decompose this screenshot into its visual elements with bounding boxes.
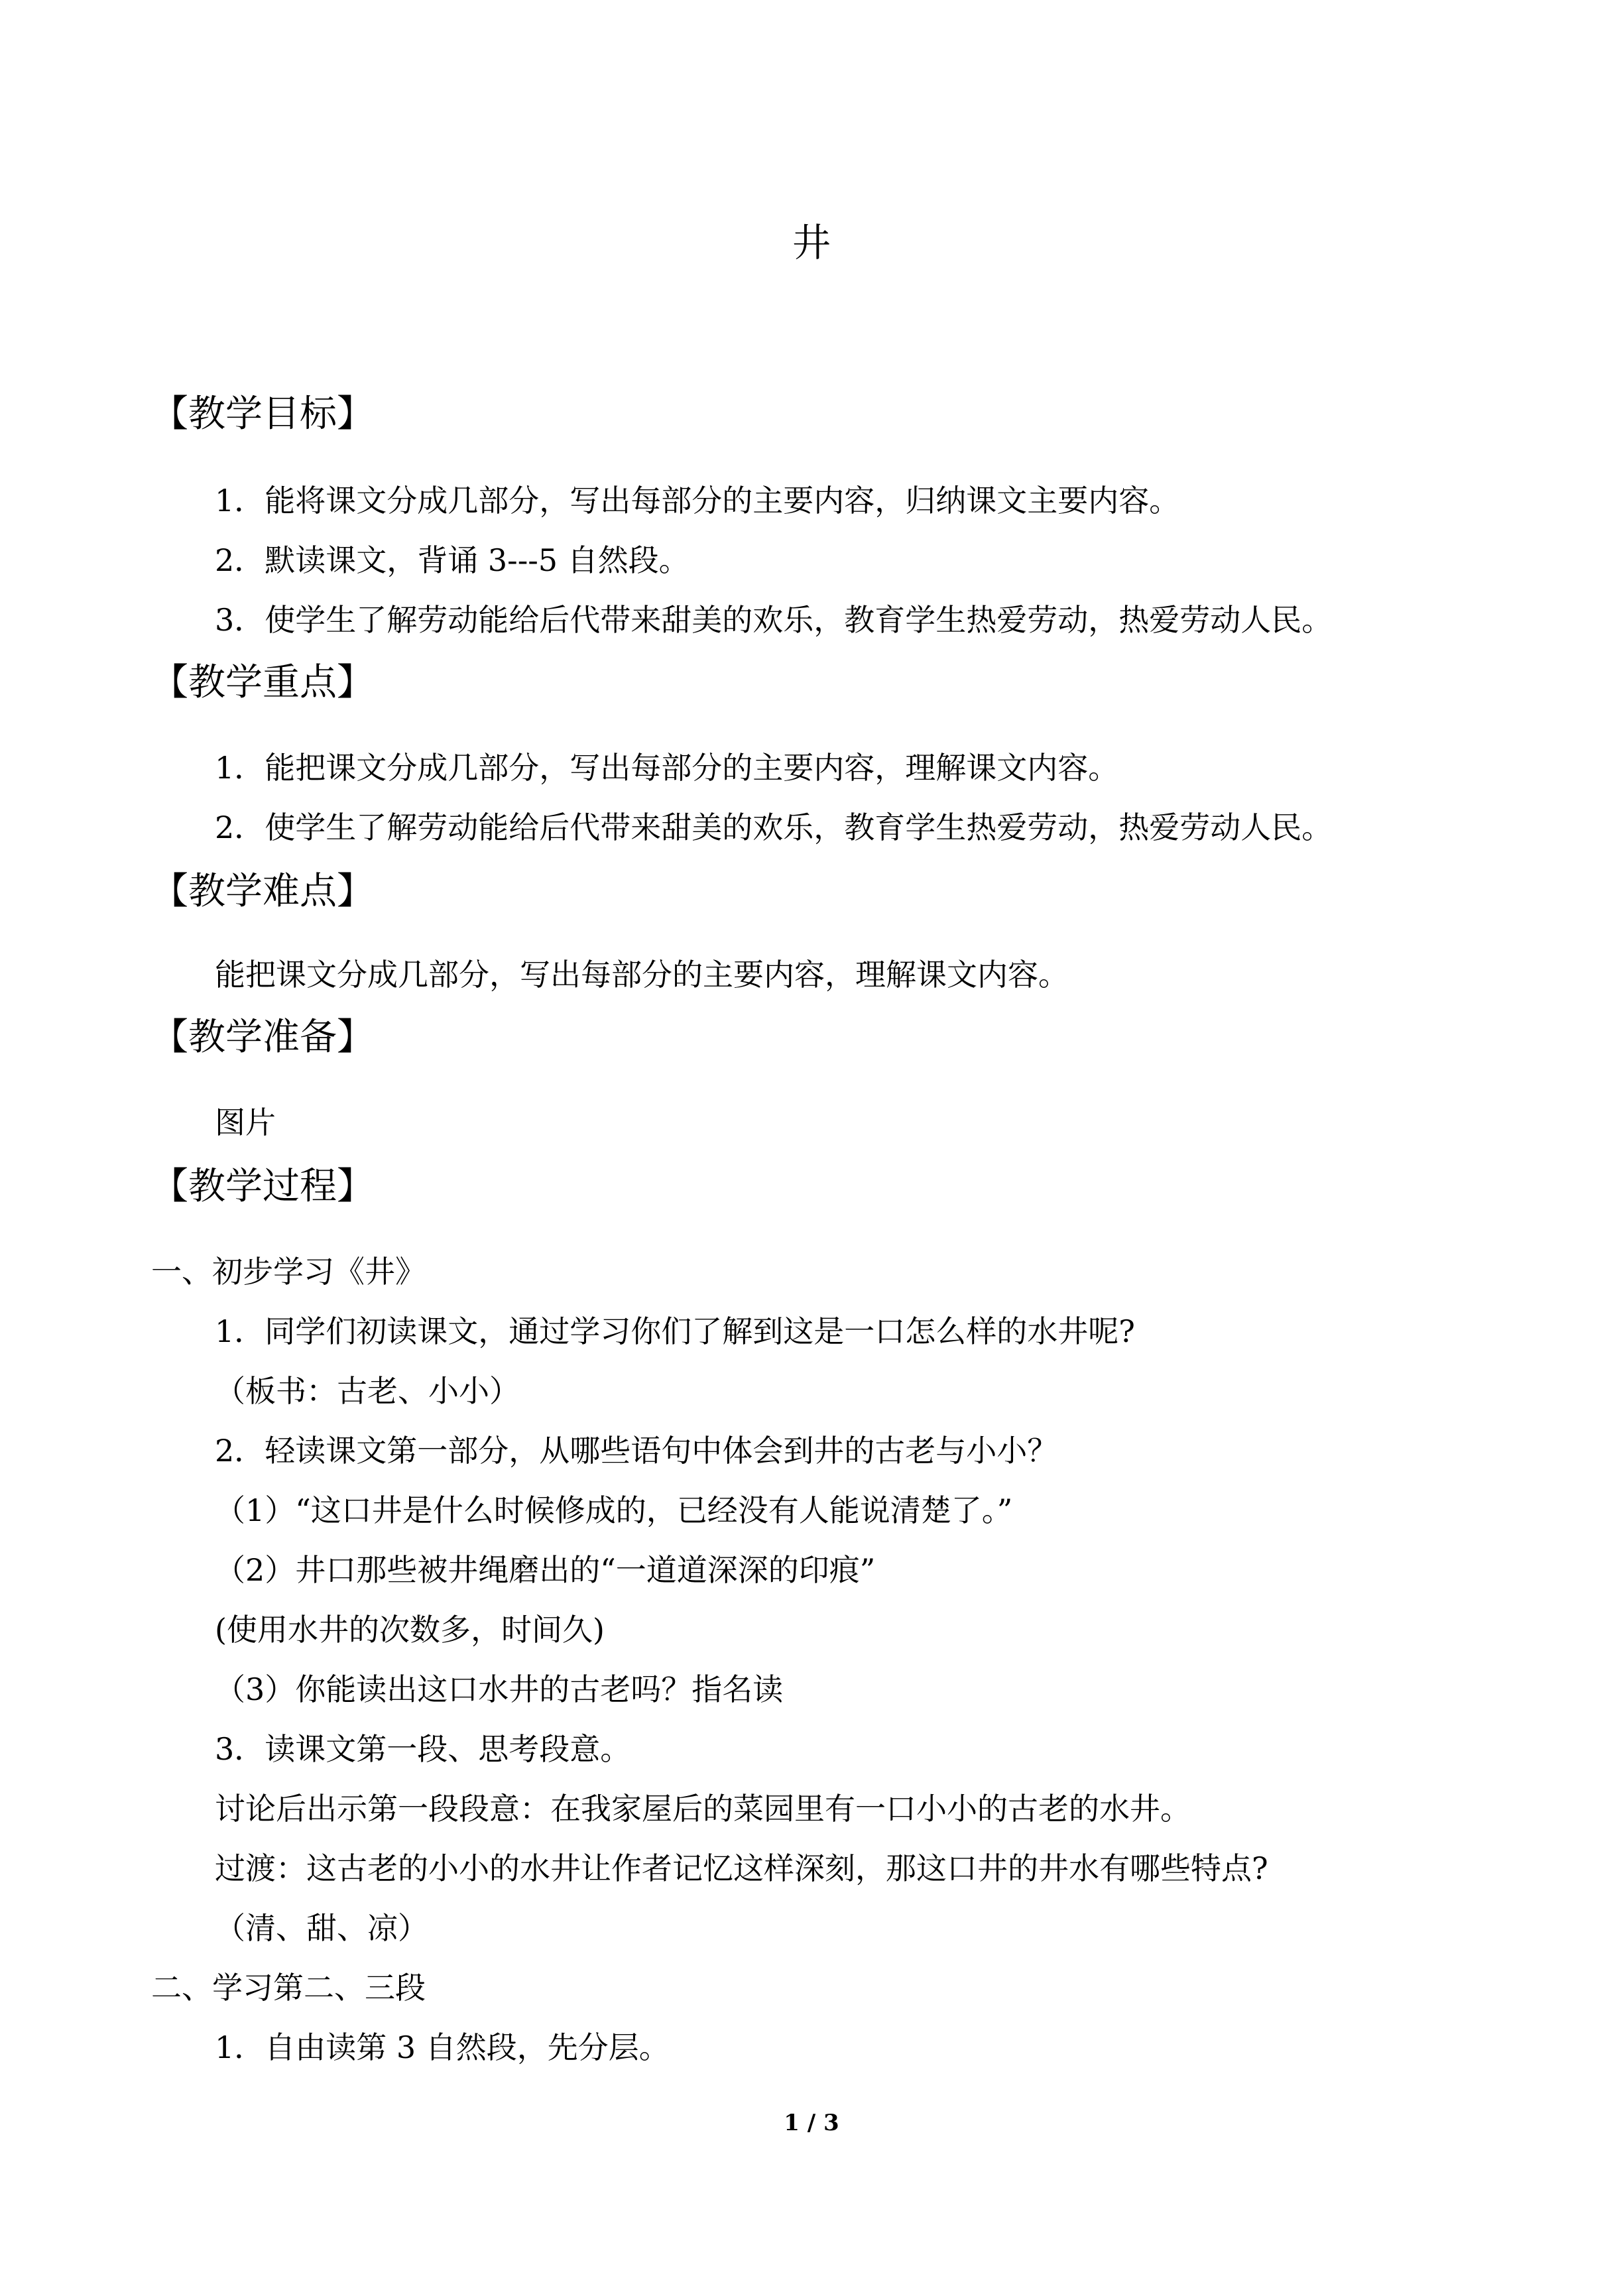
process-line: （清、甜、凉）	[215, 1910, 428, 1946]
preparation-item: 图片	[215, 1105, 276, 1140]
process-subheading: 二、学习第二、三段	[151, 1970, 426, 2006]
section-heading-preparation: 【教学准备】	[151, 1016, 374, 1059]
key-point-item: 2．使学生了解劳动能给后代带来甜美的欢乐，教育学生热爱劳动，热爱劳动人民。	[215, 810, 1333, 845]
section-heading-key-points: 【教学重点】	[151, 661, 374, 704]
section-heading-difficulties: 【教学难点】	[151, 870, 374, 913]
process-line: （板书：古老、小小）	[215, 1373, 520, 1409]
process-line: （2）井口那些被井绳磨出的“一道道深深的印痕”	[215, 1552, 876, 1588]
section-heading-goals: 【教学目标】	[151, 393, 374, 436]
difficulty-item: 能把课文分成几部分，写出每部分的主要内容，理解课文内容。	[215, 957, 1069, 993]
process-line: 讨论后出示第一段段意：在我家屋后的菜园里有一口小小的古老的水井。	[215, 1791, 1191, 1827]
goal-item: 3．使学生了解劳动能给后代带来甜美的欢乐，教育学生热爱劳动，热爱劳动人民。	[215, 602, 1333, 638]
process-line: （3）你能读出这口水井的古老吗？指名读	[215, 1671, 784, 1707]
process-line: 过渡：这古老的小小的水井让作者记忆这样深刻，那这口井的井水有哪些特点?	[215, 1850, 1268, 1886]
document-title: 井	[792, 220, 831, 265]
process-line: (使用水井的次数多，时间久)	[215, 1612, 605, 1648]
page-number: 1 / 3	[784, 2110, 839, 2136]
section-heading-process: 【教学过程】	[151, 1165, 374, 1208]
goal-item: 2．默读课文，背诵 3---5 自然段。	[215, 542, 690, 578]
process-line: 1．自由读第 3 自然段，先分层。	[215, 2029, 670, 2065]
process-line: 1．同学们初读课文，通过学习你们了解到这是一口怎么样的水井呢?	[215, 1313, 1135, 1349]
goal-item: 1．能将课文分成几部分，写出每部分的主要内容，归纳课文主要内容。	[215, 483, 1180, 518]
process-subheading: 一、初步学习《井》	[151, 1254, 426, 1290]
key-point-item: 1．能把课文分成几部分，写出每部分的主要内容，理解课文内容。	[215, 750, 1119, 786]
process-line: （1）“这口井是什么时候修成的，已经没有人能说清楚了。”	[215, 1492, 1013, 1528]
process-line: 2．轻读课文第一部分，从哪些语句中体会到井的古老与小小？	[215, 1433, 1058, 1469]
process-line: 3．读课文第一段、思考段意。	[215, 1731, 631, 1767]
